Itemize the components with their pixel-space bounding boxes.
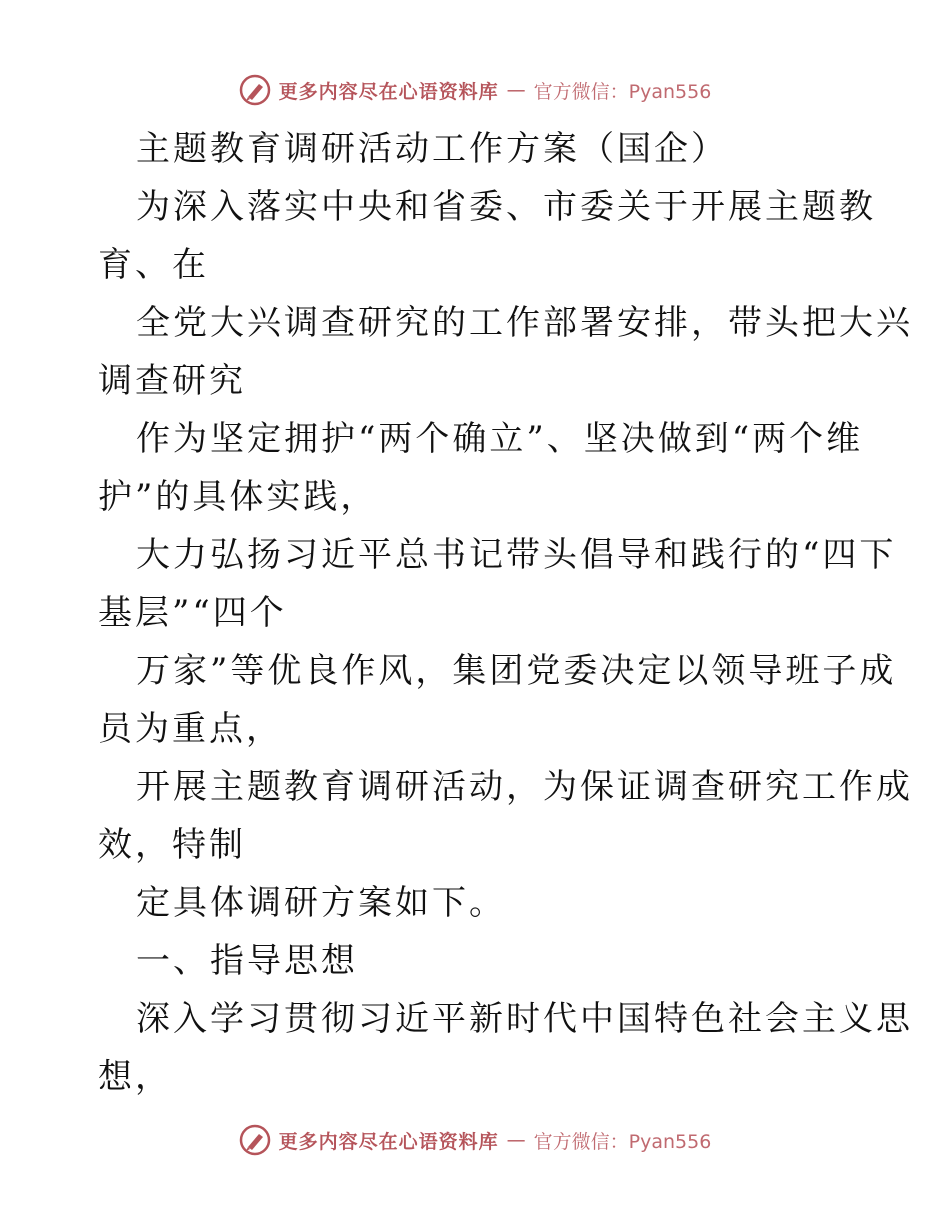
document-line: 员为重点， (98, 709, 283, 749)
pen-logo-icon (239, 1124, 271, 1156)
document-line: 深入学习贯彻习近平新时代中国特色社会主义思 (136, 999, 913, 1039)
header-contact-text: 官方微信：Pyan556 (533, 80, 712, 103)
pen-logo-icon (239, 74, 271, 106)
document-line: 主题教育调研活动工作方案（国企） (136, 129, 728, 169)
document-line: 全党大兴调查研究的工作部署安排，带头把大兴 (136, 303, 913, 343)
document-body (98, 120, 913, 1106)
document-line: 想， (98, 1057, 172, 1097)
header-brand-text: 更多内容尽在心语资料库 (278, 80, 499, 103)
footer-banner (0, 1118, 950, 1162)
document-line: 护”的具体实践， (98, 477, 378, 517)
document-line: 大力弘扬习近平总书记带头倡导和践行的“四下 (136, 535, 897, 575)
footer-dash: — (506, 1129, 526, 1151)
header-banner (0, 68, 950, 112)
document-line: 开展主题教育调研活动，为保证调查研究工作成 (136, 767, 913, 807)
document-line: 万家”等优良作风，集团党委决定以领导班子成 (136, 651, 897, 691)
document-line: 为深入落实中央和省委、市委关于开展主题教 (136, 187, 876, 227)
document-line: 效，特制 (98, 825, 246, 865)
document-line: 调查研究 (98, 361, 246, 401)
header-dash: — (506, 79, 526, 101)
document-line: 一、指导思想 (136, 941, 358, 981)
footer-contact-text: 官方微信：Pyan556 (533, 1130, 712, 1153)
document-line: 定具体调研方案如下。 (136, 883, 506, 923)
document-line: 作为坚定拥护“两个确立”、坚决做到“两个维 (136, 419, 864, 459)
document-line: 育、在 (98, 245, 209, 285)
document-line: 基层”“四个 (98, 593, 287, 633)
footer-brand-text: 更多内容尽在心语资料库 (278, 1130, 499, 1153)
